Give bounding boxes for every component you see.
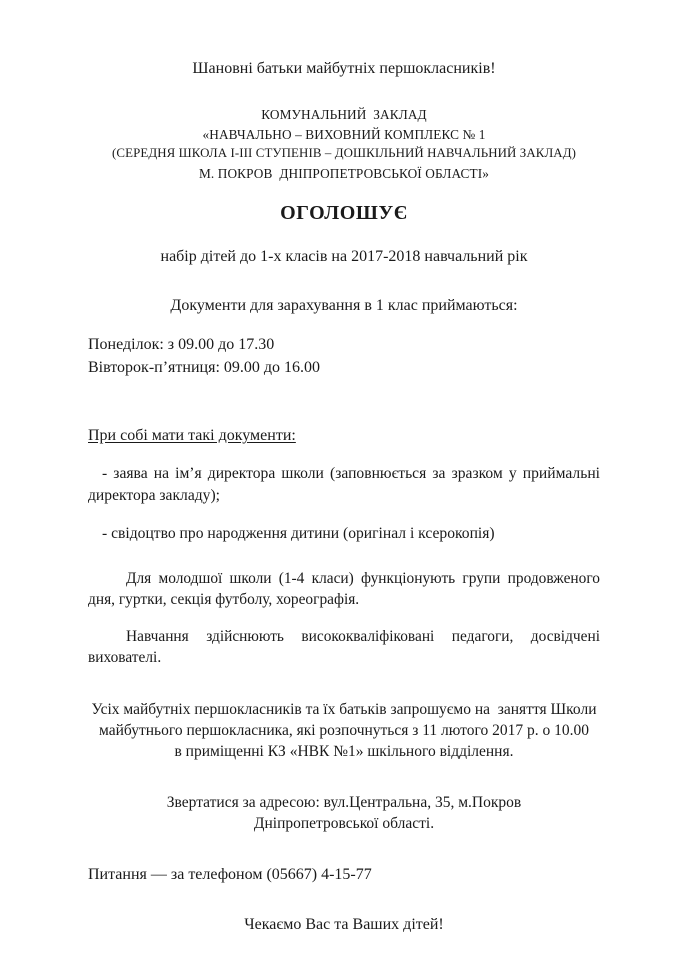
organization-line-3: (СЕРЕДНЯ ШКОЛА І-ІІІ СТУПЕНІВ – ДОШКІЛЬНИЙ НАВЧАЛЬНИЙ ЗАКЛАД) <box>112 146 576 160</box>
invitation-line: в приміщенні КЗ «НВК №1» шкільного відділення. <box>174 742 514 760</box>
acceptance-schedule <box>88 333 600 379</box>
announcement-heading: ОГОЛОШУЄ <box>280 202 408 224</box>
announcement-subtitle: набір дітей до 1-х класів на 2017-2018 навчальний рік <box>160 248 528 265</box>
address-line: Дніпропетровської області. <box>253 814 435 832</box>
address-line: Звертатися за адресою: вул.Центральна, 35, м.Покров <box>166 793 522 811</box>
acceptance-intro: Документи для зарахування в 1 клас приймаються: <box>170 297 518 314</box>
required-document-item: - свідоцтво про народження дитини (оригінал і ксерокопія) <box>102 524 495 542</box>
organization-name-block <box>88 105 600 183</box>
salutation-line: Шановні батьки майбутніх першокласників! <box>192 60 496 77</box>
invitation-line: майбутнього першокласника, які розпочнуться з 11 лютого 2017 р. о 10.00 <box>99 721 589 739</box>
paragraph-teachers: Навчання здійснюють висококваліфіковані педагоги, досвідчені вихователі. <box>88 627 600 667</box>
schedule-line-monday: Понеділок: з 09.00 до 17.30 <box>88 336 275 353</box>
address-block <box>88 792 600 834</box>
organization-line-2: «НАВЧАЛЬНО – ВИХОВНИЙ КОМПЛЕКС № 1 <box>202 126 486 142</box>
invitation-line: Усіх майбутніх першокласників та їх батьків запрошуємо на заняття Школи <box>91 700 597 718</box>
invitation-block <box>88 699 600 762</box>
schedule-line-tuesday-friday: Вівторок-п’ятниця: 09.00 до 16.00 <box>88 359 321 376</box>
paragraph-extracurricular: Для молодшої школи (1-4 класи) функціонують групи продовженого дня, гуртки, секція футболу, хореографія. <box>88 569 600 609</box>
organization-line-4: М. ПОКРОВ ДНІПРОПЕТРОВСЬКОЇ ОБЛАСТІ» <box>199 165 489 181</box>
required-documents-heading: При собі мати такі документи: <box>88 427 296 444</box>
required-document-item: - заява на ім’я директора школи (заповнюється за зразком у приймальні директора закладу); <box>88 465 600 504</box>
document-content <box>88 0 600 952</box>
closing-line: Чекаємо Вас та Ваших дітей! <box>244 915 444 933</box>
organization-line-1: КОМУНАЛЬНИЙ ЗАКЛАД <box>261 107 427 122</box>
phone-line: Питання — за телефоном (05667) 4-15-77 <box>88 865 372 883</box>
